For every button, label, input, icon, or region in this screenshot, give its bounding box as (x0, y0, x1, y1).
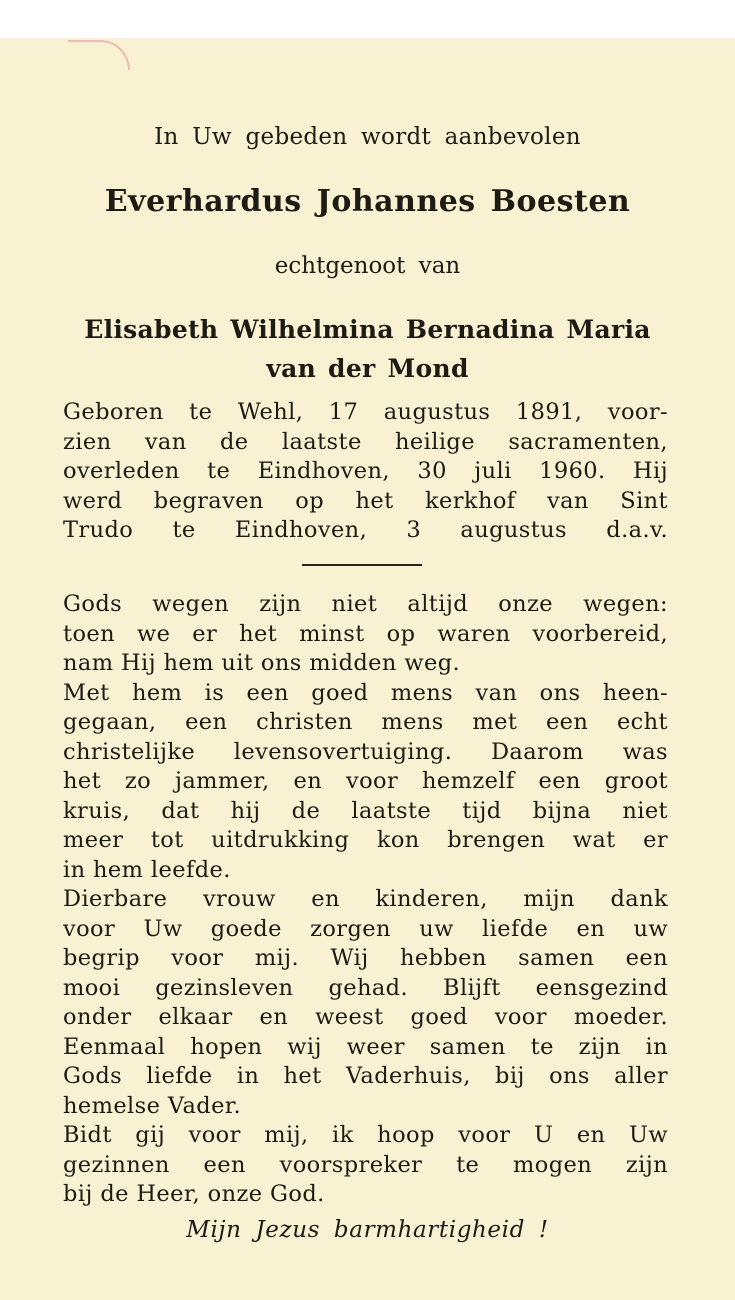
verse-line: bij de Heer, onze God. (63, 1181, 325, 1207)
verse-line: Eenmaal hopen wij weer samen te zijn in (63, 1033, 668, 1060)
intro-text: In Uw gebeden wordt aanbevolen (154, 124, 581, 150)
spouse-label: echtgenoot van (274, 253, 461, 279)
verse-line: Gods liefde in het Vaderhuis, bij ons aller (63, 1063, 668, 1089)
verse-line: begrip voor mij. Wij hebben samen een (63, 945, 668, 971)
spouse-name-line2: van der Mond (266, 354, 469, 383)
verse-line: Gods wegen zijn niet altijd onze wegen: (63, 591, 668, 617)
bio-line: werd begraven op het kerkhof van Sint (63, 487, 668, 514)
verse-line: voor Uw goede zorgen uw liefde en uw (63, 915, 668, 942)
verse-line: Met hem is een goed mens van ons heen- (63, 679, 668, 706)
verse-line: gegaan, een christen mens met een echt (63, 709, 668, 735)
bio-line: Geboren te Wehl, 17 augustus 1891, voor- (63, 399, 668, 425)
verse-line: nam Hij hem uit ons midden weg. (63, 650, 461, 676)
closing-prayer: Mijn Jezus barmhartigheid ! (186, 1217, 549, 1243)
verse-line: kruis, dat hij de laatste tijd bijna niet (63, 797, 668, 824)
corner-mark (68, 40, 130, 70)
verse-line: onder elkaar en weest goed voor moeder. (63, 1004, 668, 1030)
spouse-name (0, 310, 735, 388)
verse-line: Dierbare vrouw en kinderen, mijn dank (63, 886, 668, 912)
verse-line: toen we er het minst op waren voorbereid, (63, 620, 668, 647)
memorial-card (0, 38, 735, 1300)
bio-line: zien van de laatste heilige sacramenten, (63, 428, 668, 455)
deceased-name: Everhardus Johannes Boesten (104, 184, 631, 219)
verse-line: christelijke levensovertuiging. Daarom was (63, 738, 668, 765)
biography-paragraph (63, 398, 668, 546)
verse-line: gezinnen een voorspreker te mogen zijn (63, 1151, 668, 1178)
bio-line: Trudo te Eindhoven, 3 augustus d.a.v. (63, 517, 668, 543)
verse-line: hemelse Vader. (63, 1092, 242, 1119)
divider-line (302, 564, 422, 566)
verse-line: Bidt gij voor mij, ik hoop voor U en Uw (63, 1122, 668, 1148)
verse-line: in hem leefde. (63, 856, 231, 883)
verse-paragraph (63, 590, 668, 1210)
verse-line: het zo jammer, en voor hemzelf een groot (63, 768, 668, 794)
spouse-name-line1: Elisabeth Wilhelmina Bernadina Maria (84, 315, 651, 344)
verse-line: mooi gezinsleven gehad. Blijft eensgezind (63, 974, 668, 1001)
bio-line: overleden te Eindhoven, 30 juli 1960. Hij (63, 458, 668, 484)
verse-line: meer tot uitdrukking kon brengen wat er (63, 827, 668, 853)
